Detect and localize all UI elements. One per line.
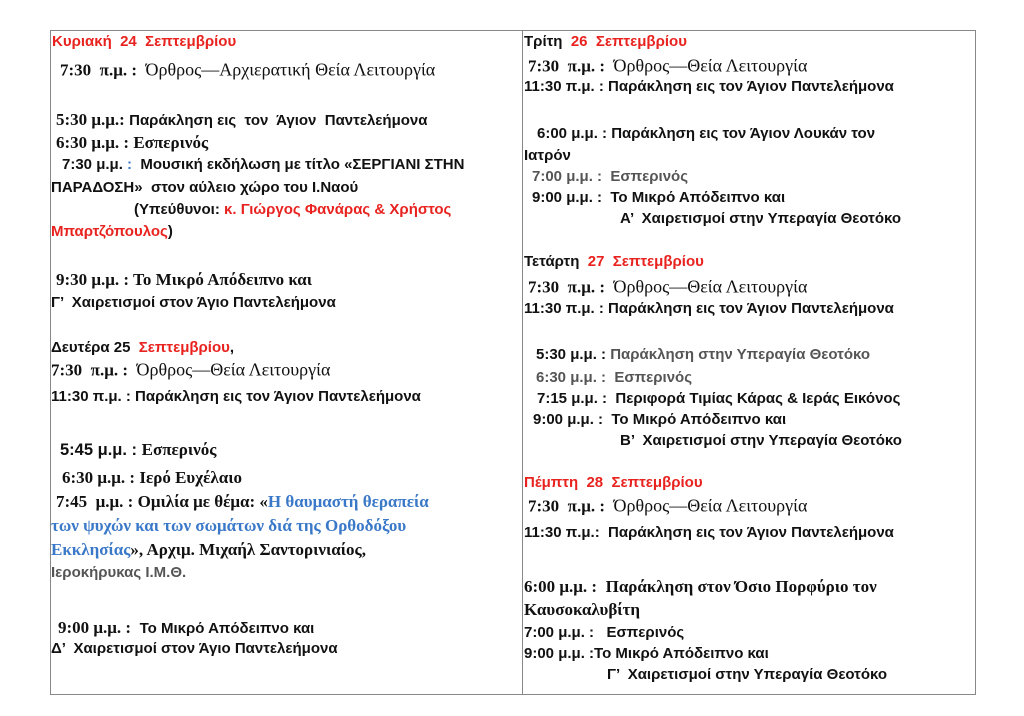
text-segment: ) (167, 223, 173, 240)
right-column-line (524, 646, 769, 662)
text-segment: Γ’ Χαιρετισμοί στην Υπεραγία Θεοτόκο (607, 666, 888, 683)
text-segment: (Υπεύθυνοι: (134, 201, 225, 218)
left-column-line (51, 541, 366, 559)
right-column-line (620, 211, 901, 227)
text-segment: 7:30 π.μ. : (528, 56, 614, 76)
left-column-line (51, 340, 234, 356)
left-column-line (51, 361, 330, 380)
text-segment: 7:00 μ.μ. : Εσπερινός (532, 168, 688, 185)
left-column-line (60, 441, 216, 459)
left-column-line (134, 202, 451, 218)
text-segment: 6:30 μ.μ. : Ιερό Ευχέλαιο (62, 468, 242, 487)
text-segment: Πέμπτη 28 Σεπτεμβρίου (524, 474, 703, 491)
text-segment: 7:45 μ.μ. : Ομιλία με θέμα: « (56, 492, 268, 511)
text-segment: Η θαυμαστή θεραπεία (267, 492, 429, 511)
text-segment: 7:30 μ.μ. (62, 156, 128, 173)
text-segment: », Αρχιμ. Μιχαήλ Σαντορινιαίος, (130, 540, 366, 559)
right-column-line (524, 625, 684, 641)
right-column-line (524, 601, 640, 619)
left-column-line (51, 565, 186, 581)
text-segment: Όρθρος—Αρχιερατική Θεία Λειτουργία (145, 59, 436, 80)
text-segment: Τρίτη (524, 33, 571, 50)
text-segment: 6:30 μ.μ. : Εσπερινός (56, 133, 209, 152)
text-segment: 9:30 μ.μ. : Το Μικρό Απόδειπνο και (56, 270, 313, 289)
right-column-line (536, 370, 692, 386)
text-segment: 27 Σεπτεμβρίου (587, 253, 704, 270)
right-column-line (528, 278, 807, 297)
right-column-line (524, 525, 894, 541)
left-column-line (51, 224, 173, 240)
text-segment: 11:30 π.μ. : Παράκληση εις τον Άγιον Παντελεήμονα (524, 78, 894, 95)
text-segment: κ. Γιώργος Φανάρας & Χρήστος (224, 201, 452, 218)
right-column-line (537, 126, 875, 142)
text-segment: Μπαρτζόπουλος (51, 223, 168, 240)
text-segment: Β’ Χαιρετισμοί στην Υπεραγία Θεοτόκο (620, 432, 902, 449)
text-segment: 5:30 μ.μ.: (56, 110, 130, 129)
text-segment: : (127, 156, 133, 173)
right-column-line (537, 391, 900, 407)
column-divider (522, 30, 523, 695)
left-column-line (51, 389, 421, 405)
left-column-line (51, 517, 406, 535)
text-segment: Δ’ Χαιρετισμοί στον Άγιο Παντελεήμονα (51, 640, 338, 657)
text-segment: Κυριακή 24 Σεπτεμβρίου (52, 33, 237, 50)
text-segment: 11:30 π.μ. : Παράκληση εις τον Άγιον Παντελεήμονα (524, 300, 894, 317)
left-column-line (51, 641, 338, 657)
text-segment: Όρθρος—Θεία Λειτουργία (613, 495, 808, 516)
text-segment: 7:30 π.μ. : (528, 496, 614, 516)
text-segment: Το Μικρό Απόδειπνο και (139, 620, 315, 637)
left-column-line (51, 295, 336, 311)
left-column-line (62, 157, 464, 173)
right-column-line (524, 34, 687, 50)
text-segment: των ψυχών και των σωμάτων διά της Ορθοδόξου (51, 516, 407, 535)
text-segment: Εσπερινός (141, 440, 217, 459)
text-segment: 9:00 μ.μ. :Το Μικρό Απόδειπνο και (524, 645, 769, 662)
text-segment: Γ’ Χαιρετισμοί στον Άγιο Παντελεήμονα (51, 294, 336, 311)
text-segment: 6:30 μ.μ. : Εσπερινός (536, 369, 692, 386)
text-segment: Σεπτεμβρίου (138, 339, 230, 356)
left-column-line (52, 34, 236, 50)
text-segment: 11:30 π.μ.: Παράκληση εις τον Άγιον Παντελεήμονα (524, 524, 894, 541)
text-segment: Τετάρτη (524, 253, 588, 270)
right-column-line (524, 148, 571, 164)
text-segment: 11:30 π.μ. : Παράκληση εις τον Άγιον Παντελεήμονα (51, 388, 421, 405)
left-column-line (56, 271, 312, 289)
left-column-line (60, 61, 435, 80)
left-column-line (56, 134, 208, 152)
text-segment: 9:00 μ.μ. : Το Μικρό Απόδειπνο και (533, 411, 787, 428)
text-segment: Καυσοκαλυβίτη (524, 600, 641, 619)
text-segment: Όρθρος—Θεία Λειτουργία (613, 276, 808, 297)
text-segment: 7:30 π.μ. : (60, 60, 146, 80)
right-column-line (524, 578, 877, 596)
right-column-line (533, 412, 786, 428)
right-column-line (524, 79, 894, 95)
text-segment: Παράκληση εις τον Άγιον Παντελεήμονα (129, 112, 428, 129)
left-column-line (56, 111, 427, 129)
text-segment: 7:30 π.μ. : (51, 360, 137, 380)
left-column-line (58, 619, 314, 637)
text-segment: Όρθρος—Θεία Λειτουργία (613, 55, 808, 76)
right-column-line (524, 301, 894, 317)
right-column-line (524, 475, 703, 491)
text-segment: 6:00 μ.μ. : Παράκληση εις τον Άγιον Λουκάν τον (537, 125, 876, 142)
text-segment: 7:00 μ.μ. : Εσπερινός (524, 624, 685, 641)
right-column-line (620, 433, 902, 449)
right-column-line (532, 169, 688, 185)
right-column-line (607, 667, 887, 683)
text-segment: 5:30 μ.μ. : (536, 346, 611, 363)
left-column-line (56, 493, 429, 511)
right-column-line (536, 347, 870, 363)
text-segment: Παράκληση στην Υπεραγία Θεοτόκο (610, 346, 871, 363)
right-column-line (528, 57, 807, 76)
text-segment: 7:30 π.μ. : (528, 277, 614, 297)
text-segment: Α’ Χαιρετισμοί στην Υπεραγία Θεοτόκο (620, 210, 902, 227)
text-segment: 26 Σεπτεμβρίου (570, 33, 687, 50)
text-segment: Ιατρόν (524, 147, 571, 164)
text-segment: Μουσική εκδήλωση με τίτλο «ΣΕΡΓΙΑΝΙ ΣΤΗΝ (132, 156, 465, 173)
text-segment: 6:00 μ.μ. : Παράκληση στον Όσιο Πορφύριο τον (524, 577, 877, 596)
text-segment: 5:45 μ.μ. : (60, 441, 142, 459)
left-column-line (62, 469, 242, 487)
text-segment: Δευτέρα 25 (51, 339, 139, 356)
text-segment: 7:15 μ.μ. : Περιφορά Τιμίας Κάρας & Ιεράς Εικόνος (537, 390, 901, 407)
text-segment: Εκκλησίας (51, 540, 131, 559)
right-column-line (532, 190, 785, 206)
text-segment: Όρθρος—Θεία Λειτουργία (136, 359, 331, 380)
left-column-line (51, 180, 358, 196)
right-column-line (528, 497, 807, 516)
text-segment: 9:00 μ.μ. : (58, 618, 140, 637)
text-segment: , (229, 339, 235, 356)
text-segment: Ιεροκήρυκας Ι.Μ.Θ. (51, 564, 187, 581)
right-column-line (524, 254, 704, 270)
text-segment: ΠΑΡΑΔΟΣΗ» στον αύλειο χώρο του Ι.Ναού (51, 179, 359, 196)
text-segment: 9:00 μ.μ. : Το Μικρό Απόδειπνο και (532, 189, 786, 206)
